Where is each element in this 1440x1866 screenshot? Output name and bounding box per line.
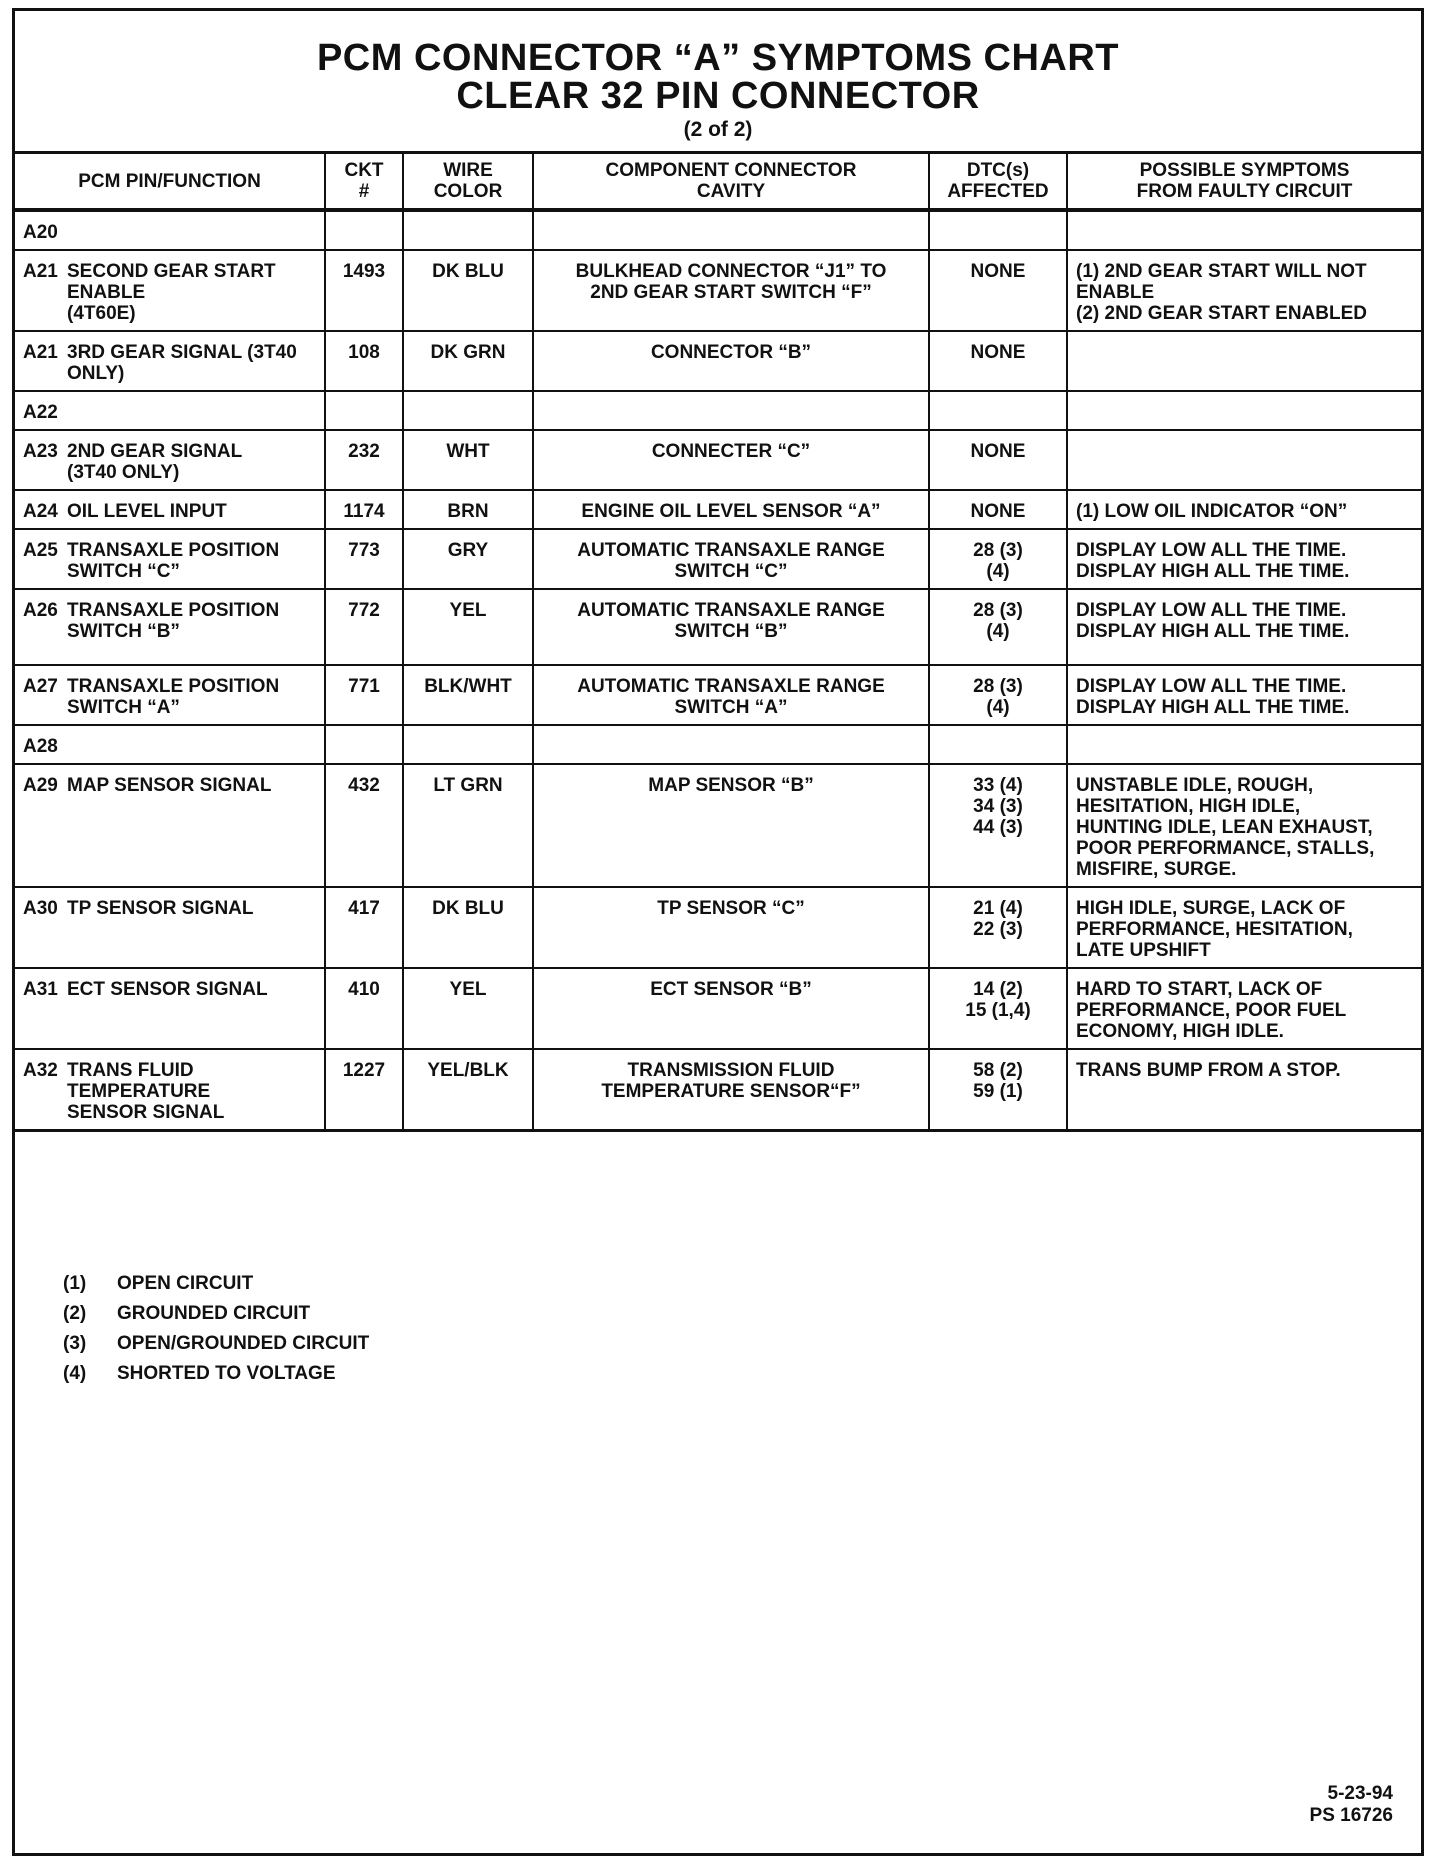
document-footer [1310,1783,1393,1827]
footer-code: PS 16726 [1309,1805,1393,1826]
symptoms-cell: DISPLAY LOW ALL THE TIME. DISPLAY HIGH ALL THE TIME. [1067,589,1421,665]
pin-id: A29 [23,775,58,796]
wire-color-cell: BLK/WHT [403,665,533,725]
ckt-cell: 1227 [325,1049,403,1131]
wire-color-cell: YEL/BLK [403,1049,533,1131]
pin-function: ECT SENSOR SIGNAL [67,979,268,1000]
component-cell: TP SENSOR “C” [533,887,929,968]
table-body [15,210,1421,1131]
footnote-number: (2) [63,1303,87,1324]
footnote-text: OPEN/GROUNDED CIRCUIT [117,1333,370,1354]
pin-cell [15,665,325,725]
pin-function [67,402,316,423]
table-row [15,529,1421,589]
chart-sheet [12,8,1424,1856]
table-row [15,725,1421,764]
pin-function: 2ND GEAR SIGNAL (3T40 ONLY) [67,441,243,483]
pin-function: 3RD GEAR SIGNAL (3T40 ONLY) [67,342,297,384]
pin-id: A21 [23,261,58,282]
pin-id: A21 [23,342,58,363]
pin-wrap [23,600,316,642]
pin-wrap [23,676,316,718]
pin-id: A20 [23,222,58,243]
component-cell: AUTOMATIC TRANSAXLE RANGE SWITCH “B” [533,589,929,665]
symptoms-cell [1067,331,1421,391]
header-ckt: CKT # [325,153,403,211]
dtc-cell: 28 (3) (4) [929,529,1067,589]
footnote-number: (4) [63,1363,87,1384]
pin-function [67,222,316,243]
pin-cell [15,589,325,665]
page-indicator: (2 of 2) [683,118,753,141]
ckt-cell: 1174 [325,490,403,529]
symptoms-table [15,151,1421,1132]
pin-id: A25 [23,540,58,561]
dtc-cell: NONE [929,250,1067,331]
component-cell: TRANSMISSION FLUID TEMPERATURE SENSOR“F” [533,1049,929,1131]
pin-wrap [23,342,316,384]
dtc-cell: NONE [929,331,1067,391]
symptoms-cell: HIGH IDLE, SURGE, LACK OF PERFORMANCE, HESITATION, LATE UPSHIFT [1067,887,1421,968]
component-cell [533,725,929,764]
pin-wrap [23,775,316,796]
pin-cell [15,490,325,529]
symptoms-cell: DISPLAY LOW ALL THE TIME. DISPLAY HIGH ALL THE TIME. [1067,665,1421,725]
wire-color-cell: BRN [403,490,533,529]
symptoms-cell [1067,430,1421,490]
pin-cell [15,887,325,968]
footnote [63,1329,369,1359]
footnote-text: GROUNDED CIRCUIT [117,1303,311,1324]
pin-id: A22 [23,402,58,423]
pin-cell [15,1049,325,1131]
pin-wrap [23,736,316,757]
pin-cell [15,529,325,589]
header-pin-function: PCM PIN/FUNCTION [15,153,325,211]
symptoms-cell: HARD TO START, LACK OF PERFORMANCE, POOR FUEL ECONOMY, HIGH IDLE. [1067,968,1421,1049]
pin-function: SECOND GEAR START ENABLE (4T60E) [67,261,276,324]
table-row [15,331,1421,391]
pin-function: TRANSAXLE POSITION SWITCH “B” [67,600,280,642]
dtc-cell: NONE [929,490,1067,529]
footnote-number: (1) [63,1273,87,1294]
pin-function: TP SENSOR SIGNAL [67,898,254,919]
component-cell: BULKHEAD CONNECTOR “J1” TO 2ND GEAR START SWITCH “F” [533,250,929,331]
dtc-cell [929,725,1067,764]
footnote [63,1359,369,1389]
pin-wrap [23,261,316,324]
ckt-cell: 417 [325,887,403,968]
component-cell: AUTOMATIC TRANSAXLE RANGE SWITCH “C” [533,529,929,589]
pin-function: TRANS FLUID TEMPERATURE SENSOR SIGNAL [67,1060,225,1123]
wire-color-cell [403,725,533,764]
symptoms-cell: (1) LOW OIL INDICATOR “ON” [1067,490,1421,529]
pin-id: A30 [23,898,58,919]
component-cell [533,391,929,430]
pin-id: A26 [23,600,58,621]
header-component: COMPONENT CONNECTOR CAVITY [533,153,929,211]
pin-cell [15,968,325,1049]
dtc-cell: 21 (4) 22 (3) [929,887,1067,968]
pin-function: OIL LEVEL INPUT [67,501,227,522]
pin-wrap [23,979,316,1000]
component-cell: CONNECTER “C” [533,430,929,490]
component-cell: AUTOMATIC TRANSAXLE RANGE SWITCH “A” [533,665,929,725]
ckt-cell: 773 [325,529,403,589]
dtc-cell: NONE [929,430,1067,490]
symptoms-cell: DISPLAY LOW ALL THE TIME. DISPLAY HIGH ALL THE TIME. [1067,529,1421,589]
wire-color-cell: WHT [403,430,533,490]
symptoms-cell [1067,725,1421,764]
ckt-cell [325,391,403,430]
header-wire-color: WIRE COLOR [403,153,533,211]
symptoms-cell: UNSTABLE IDLE, ROUGH, HESITATION, HIGH IDLE, HUNTING IDLE, LEAN EXHAUST, POOR PERFORMANCE, STALLS, MISFIRE, SURGE. [1067,764,1421,887]
ckt-cell [325,725,403,764]
pin-id: A32 [23,1060,58,1081]
ckt-cell: 432 [325,764,403,887]
table-row [15,391,1421,430]
table-row [15,968,1421,1049]
header-symptoms: POSSIBLE SYMPTOMS FROM FAULTY CIRCUIT [1067,153,1421,211]
dtc-cell [929,391,1067,430]
footer-date: 5-23-94 [1327,1783,1393,1804]
dtc-cell [929,210,1067,250]
pin-id: A31 [23,979,58,1000]
pin-function: TRANSAXLE POSITION SWITCH “A” [67,676,280,718]
footnotes [63,1269,369,1389]
pin-wrap [23,222,316,243]
component-cell: ENGINE OIL LEVEL SENSOR “A” [533,490,929,529]
component-cell: MAP SENSOR “B” [533,764,929,887]
footnote-number: (3) [63,1333,87,1354]
dtc-cell: 33 (4) 34 (3) 44 (3) [929,764,1067,887]
ckt-cell: 772 [325,589,403,665]
ckt-cell [325,210,403,250]
wire-color-cell: DK BLU [403,887,533,968]
pin-wrap [23,898,316,919]
wire-color-cell: GRY [403,529,533,589]
table-row [15,589,1421,665]
component-cell [533,210,929,250]
component-cell: CONNECTOR “B” [533,331,929,391]
symptoms-cell: (1) 2ND GEAR START WILL NOT ENABLE (2) 2ND GEAR START ENABLED [1067,250,1421,331]
ckt-cell: 1493 [325,250,403,331]
pin-cell [15,391,325,430]
chart-title: PCM CONNECTOR “A” SYMPTOMS CHART [316,37,1120,79]
table-row [15,887,1421,968]
pin-id: A28 [23,736,58,757]
pin-cell [15,764,325,887]
pin-cell [15,430,325,490]
pin-wrap [23,1060,316,1123]
table-row [15,764,1421,887]
pin-function: TRANSAXLE POSITION SWITCH “C” [67,540,280,582]
dtc-cell: 14 (2) 15 (1,4) [929,968,1067,1049]
table-row [15,210,1421,250]
pin-cell [15,250,325,331]
wire-color-cell [403,391,533,430]
pin-wrap [23,501,316,522]
dtc-cell: 28 (3) (4) [929,665,1067,725]
pin-id: A27 [23,676,58,697]
wire-color-cell: DK BLU [403,250,533,331]
dtc-cell: 28 (3) (4) [929,589,1067,665]
symptoms-cell [1067,391,1421,430]
symptoms-cell [1067,210,1421,250]
ckt-cell: 108 [325,331,403,391]
pin-wrap [23,402,316,423]
footnote-text: OPEN CIRCUIT [117,1273,254,1294]
table-header-row [15,153,1421,211]
component-cell: ECT SENSOR “B” [533,968,929,1049]
symptoms-cell: TRANS BUMP FROM A STOP. [1067,1049,1421,1131]
header-dtc: DTC(s) AFFECTED [929,153,1067,211]
wire-color-cell: DK GRN [403,331,533,391]
wire-color-cell: YEL [403,589,533,665]
footnote [63,1299,369,1329]
pin-wrap [23,441,316,483]
wire-color-cell: YEL [403,968,533,1049]
table-row [15,665,1421,725]
table-row [15,250,1421,331]
pin-cell [15,210,325,250]
table-row [15,490,1421,529]
pin-wrap [23,540,316,582]
pin-cell [15,725,325,764]
ckt-cell: 410 [325,968,403,1049]
wire-color-cell: LT GRN [403,764,533,887]
pin-cell [15,331,325,391]
pin-function [67,736,316,757]
footnote [63,1269,369,1299]
footnote-text: SHORTED TO VOLTAGE [117,1363,336,1384]
pin-id: A23 [23,441,58,462]
ckt-cell: 232 [325,430,403,490]
wire-color-cell [403,210,533,250]
ckt-cell: 771 [325,665,403,725]
chart-subtitle: CLEAR 32 PIN CONNECTOR [456,75,980,117]
pin-id: A24 [23,501,58,522]
pin-function: MAP SENSOR SIGNAL [67,775,272,796]
dtc-cell: 58 (2) 59 (1) [929,1049,1067,1131]
table-row [15,1049,1421,1131]
table-row [15,430,1421,490]
title-block [15,11,1421,141]
